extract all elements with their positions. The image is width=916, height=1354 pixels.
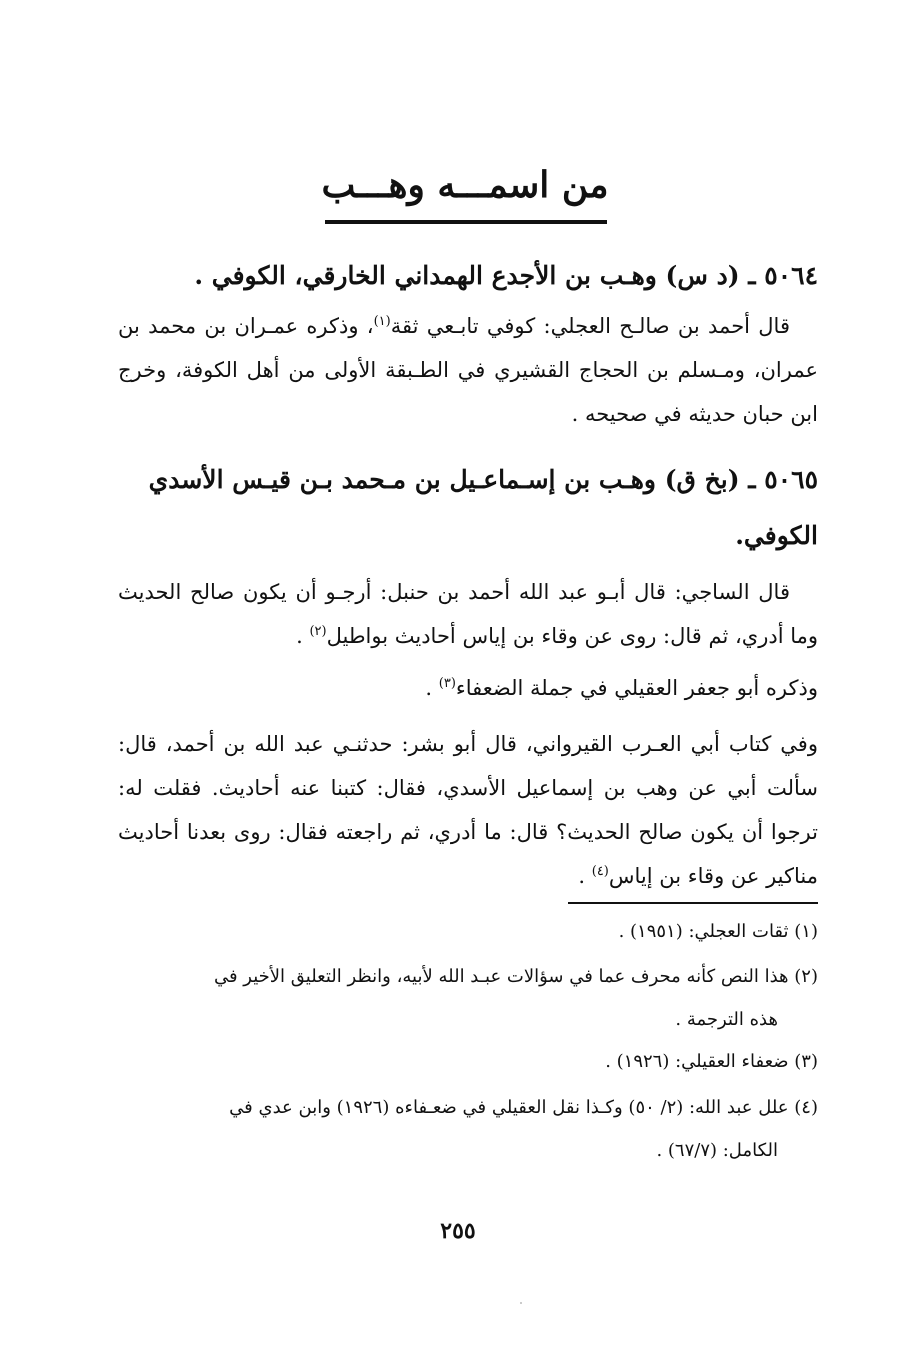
entry-5065-paragraph-2 (118, 666, 818, 710)
entry-5065-p2-text-a: وذكره أبو جعفر العقيلي في جملة الضعفاء (455, 676, 818, 700)
entry-5065-p3-text-b: . (578, 864, 592, 888)
footnote-ref-3: (٣) (438, 676, 456, 691)
footnote-4 (118, 1086, 818, 1172)
entry-5065-p1-text-b: . (296, 624, 310, 648)
footnote-2 (118, 955, 818, 1041)
entry-5065-paragraph-1 (118, 570, 818, 658)
footnote-1: (١) ثقات العجلي: (١٩٥١) . (618, 921, 818, 942)
scan-speck (520, 1302, 522, 1304)
entry-5065 (118, 452, 818, 898)
footnote-2-line-1: (٢) هذا النص كأنه محرف عما في سؤالات عبـد الله لأبيه، وانظر التعليق الأخير في (213, 966, 818, 987)
footnote-4-line-1: (٤) علل عبد الله: (٢/ ٥٠) وكـذا نقل العقيلي في ضعـفاءه (١٩٢٦) وابن عدي في (229, 1097, 818, 1118)
footnote-separator (568, 902, 818, 904)
entry-5064-heading: ٥٠٦٤ ـ (د س) وهـب بن الأجدع الهمداني الخارقي، الكوفي . (194, 261, 818, 290)
footnote-3: (٣) ضعفاء العقيلي: (١٩٢٦) . (605, 1051, 818, 1072)
footnote-2-line-2: هذه الترجمة . (675, 1009, 778, 1030)
entry-5065-heading: ٥٠٦٥ ـ (بخ ق) وهـب بن إسـماعـيل بن مـحمد بـن قيـس الأسدي الكوفي. (148, 465, 818, 550)
page-number: ٢٥٥ (440, 1218, 476, 1244)
footnote-ref-1: (١) (373, 314, 391, 329)
title-underline (325, 220, 607, 224)
entry-5064-paragraph (118, 304, 818, 436)
section-title: من اسمـــه وهـــب (321, 164, 609, 206)
entry-5065-p1-text-a: قال الساجي: قال أبـو عبد الله أحمد بن حنبل: أرجـو أن يكون صالح الحديث وما أدري، ثم قال: روى عن وقاء بن إياس أحاديث بواطيل (118, 580, 818, 648)
entry-5065-paragraph-3 (118, 722, 818, 898)
footnote-ref-4: (٤) (591, 864, 609, 879)
footnote-4-line-2: الكامل: (٦٧/٧) . (656, 1140, 778, 1161)
footnote-ref-2: (٢) (309, 624, 327, 639)
entry-5064 (118, 248, 818, 436)
entry-5064-text-a: قال أحمد بن صالـح العجلي: كوفي تابـعي ثقة (390, 314, 790, 338)
entry-5065-p3-text-a: وفي كتاب أبي العـرب القيرواني، قال أبو بشر: حدثنـي عبد الله بن أحمد، قال: سألت أبي عن وهب بن إسماعيل الأسدي، فقال: كتبنا عنه أحاديث. فقلت له: ترجوا أن يكون صالح الحديث؟ قال: ما أدري، ثم راجعته فقال: روى بعدنا أحاديث مناكير عن وقاء بن إياس (118, 732, 818, 888)
entry-5064-text-b: ، وذكره عمـران بن محمد بن عمران، ومـسلم بن الحجاج القشيري في الطـبقة الأولى من أهل الكوفة، وخرج ابن حبان حديثه في صحيحه . (118, 314, 818, 426)
entry-5065-p2-text-b: . (425, 676, 439, 700)
